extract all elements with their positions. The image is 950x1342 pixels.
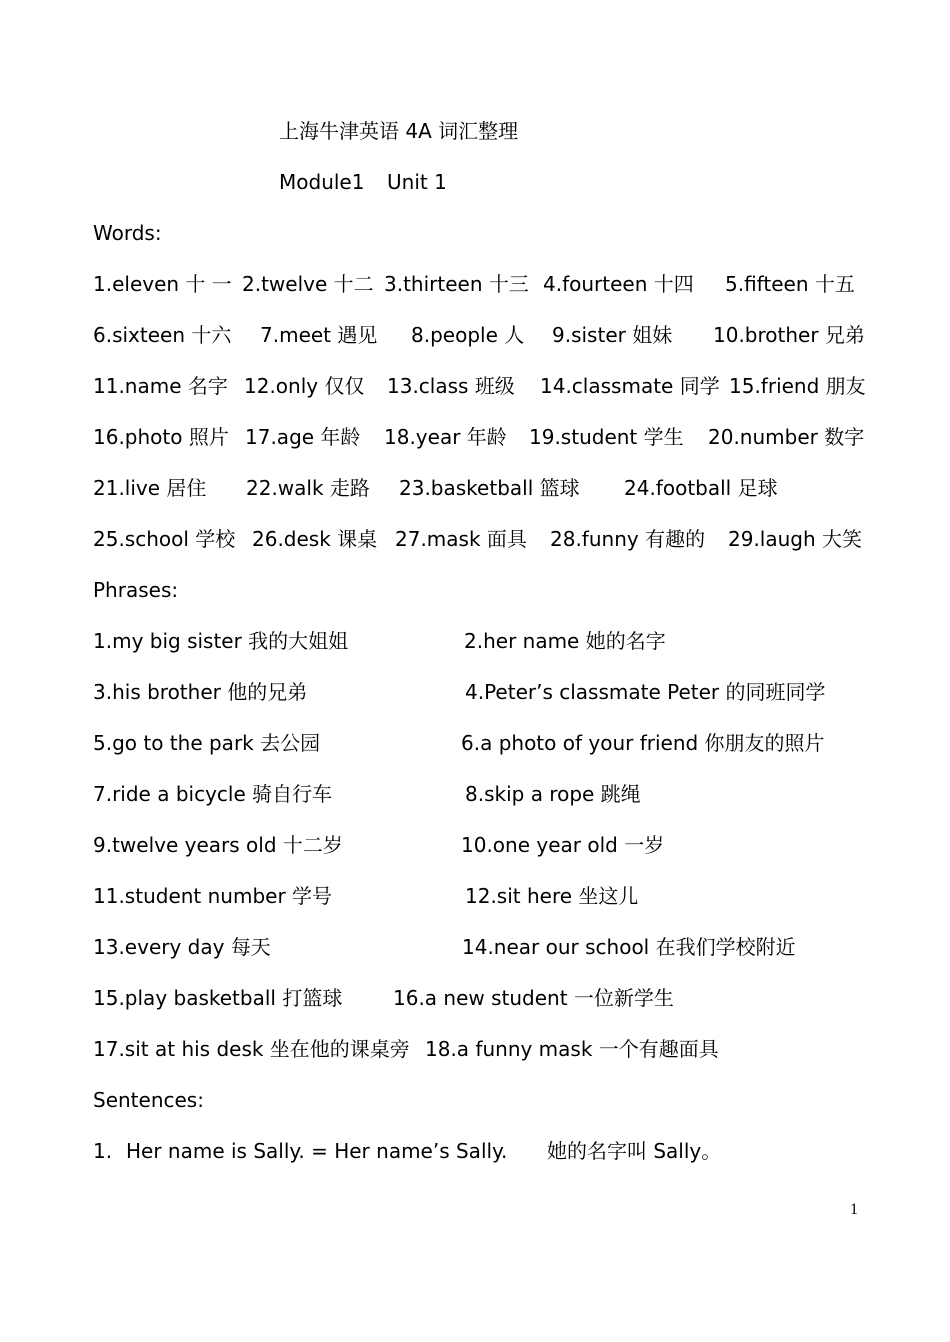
word-item: 14.classmate 同学 — [540, 374, 720, 398]
word-item: 12.only 仅仅 — [244, 374, 365, 398]
word-item: 25.school 学校 — [93, 527, 236, 551]
phrase-item: 13.every day 每天 — [93, 935, 271, 959]
phrase-item: 17.sit at his desk 坐在他的课桌旁 — [93, 1037, 410, 1061]
words-heading-line — [0, 218, 950, 248]
word-item: 20.number 数字 — [708, 425, 865, 449]
phrase-item: 16.a new student 一位新学生 — [393, 986, 674, 1010]
sentence-translation: 她的名字叫 Sally。 — [547, 1139, 722, 1163]
phrase-item: 4.Peter’s classmate Peter 的同班同学 — [465, 680, 826, 704]
sentences-heading-line — [0, 1085, 950, 1115]
word-item: 18.year 年龄 — [384, 425, 507, 449]
phrase-item: 11.student number 学号 — [93, 884, 333, 908]
word-item: 4.fourteen 十四 — [543, 272, 694, 296]
words-row — [0, 524, 950, 554]
phrase-item: 7.ride a bicycle 骑自行车 — [93, 782, 333, 806]
word-item: 5.fifteen 十五 — [725, 272, 855, 296]
word-item: 8.people 人 — [411, 323, 525, 347]
phrases-row — [0, 626, 950, 656]
word-item: 6.sixteen 十六 — [93, 323, 232, 347]
module-label: Module1 — [279, 170, 365, 194]
phrases-row — [0, 1034, 950, 1064]
word-item: 13.class 班级 — [387, 374, 515, 398]
document-title: 上海牛津英语 4A 词汇整理 — [279, 119, 519, 143]
word-item: 15.friend 朋友 — [729, 374, 866, 398]
phrase-item: 1.my big sister 我的大姐姐 — [93, 629, 349, 653]
word-item: 7.meet 遇见 — [260, 323, 378, 347]
word-item: 22.walk 走路 — [246, 476, 370, 500]
phrase-item: 2.her name 她的名字 — [464, 629, 666, 653]
words-row — [0, 422, 950, 452]
phrases-row — [0, 830, 950, 860]
word-item: 23.basketball 篮球 — [399, 476, 580, 500]
phrase-item: 3.his brother 他的兄弟 — [93, 680, 308, 704]
phrases-row — [0, 983, 950, 1013]
word-item: 16.photo 照片 — [93, 425, 229, 449]
phrase-item: 14.near our school 在我们学校附近 — [462, 935, 796, 959]
phrase-item: 8.skip a rope 跳绳 — [465, 782, 641, 806]
word-item: 2.twelve 十二 — [242, 272, 374, 296]
subtitle-line — [0, 167, 950, 197]
words-row — [0, 371, 950, 401]
word-item: 21.live 居住 — [93, 476, 207, 500]
word-item: 11.name 名字 — [93, 374, 228, 398]
word-item: 17.age 年龄 — [245, 425, 361, 449]
phrase-item: 12.sit here 坐这儿 — [465, 884, 639, 908]
phrase-item: 5.go to the park 去公园 — [93, 731, 321, 755]
word-item: 29.laugh 大笑 — [728, 527, 863, 551]
word-item: 19.student 学生 — [529, 425, 684, 449]
phrases-row — [0, 728, 950, 758]
sentence-text: Her name is Sally. = Her name’s Sally. — [126, 1139, 508, 1163]
phrases-row — [0, 932, 950, 962]
word-item: 10.brother 兄弟 — [713, 323, 865, 347]
word-item: 3.thirteen 十三 — [384, 272, 529, 296]
phrases-heading: Phrases: — [93, 578, 179, 602]
phrase-item: 18.a funny mask 一个有趣面具 — [425, 1037, 719, 1061]
sentences-heading: Sentences: — [93, 1088, 204, 1112]
phrase-item: 6.a photo of your friend 你朋友的照片 — [461, 731, 825, 755]
word-item: 1.eleven 十 一 — [93, 272, 232, 296]
phrases-row — [0, 677, 950, 707]
phrase-item: 15.play basketball 打篮球 — [93, 986, 343, 1010]
word-item: 26.desk 课桌 — [252, 527, 378, 551]
words-row — [0, 473, 950, 503]
title-line — [0, 116, 950, 146]
phrases-heading-line — [0, 575, 950, 605]
words-heading: Words: — [93, 221, 162, 245]
phrases-row — [0, 779, 950, 809]
page-number: 1 — [850, 1201, 858, 1218]
word-item: 28.funny 有趣的 — [550, 527, 706, 551]
sentence-number: 1. — [93, 1139, 113, 1163]
words-row — [0, 320, 950, 350]
phrases-row — [0, 881, 950, 911]
unit-label: Unit 1 — [387, 170, 447, 194]
words-row — [0, 269, 950, 299]
phrase-item: 10.one year old 一岁 — [461, 833, 665, 857]
word-item: 24.football 足球 — [624, 476, 778, 500]
phrase-item: 9.twelve years old 十二岁 — [93, 833, 343, 857]
word-item: 9.sister 姐妹 — [552, 323, 673, 347]
sentence-row — [0, 1136, 950, 1166]
word-item: 27.mask 面具 — [395, 527, 527, 551]
